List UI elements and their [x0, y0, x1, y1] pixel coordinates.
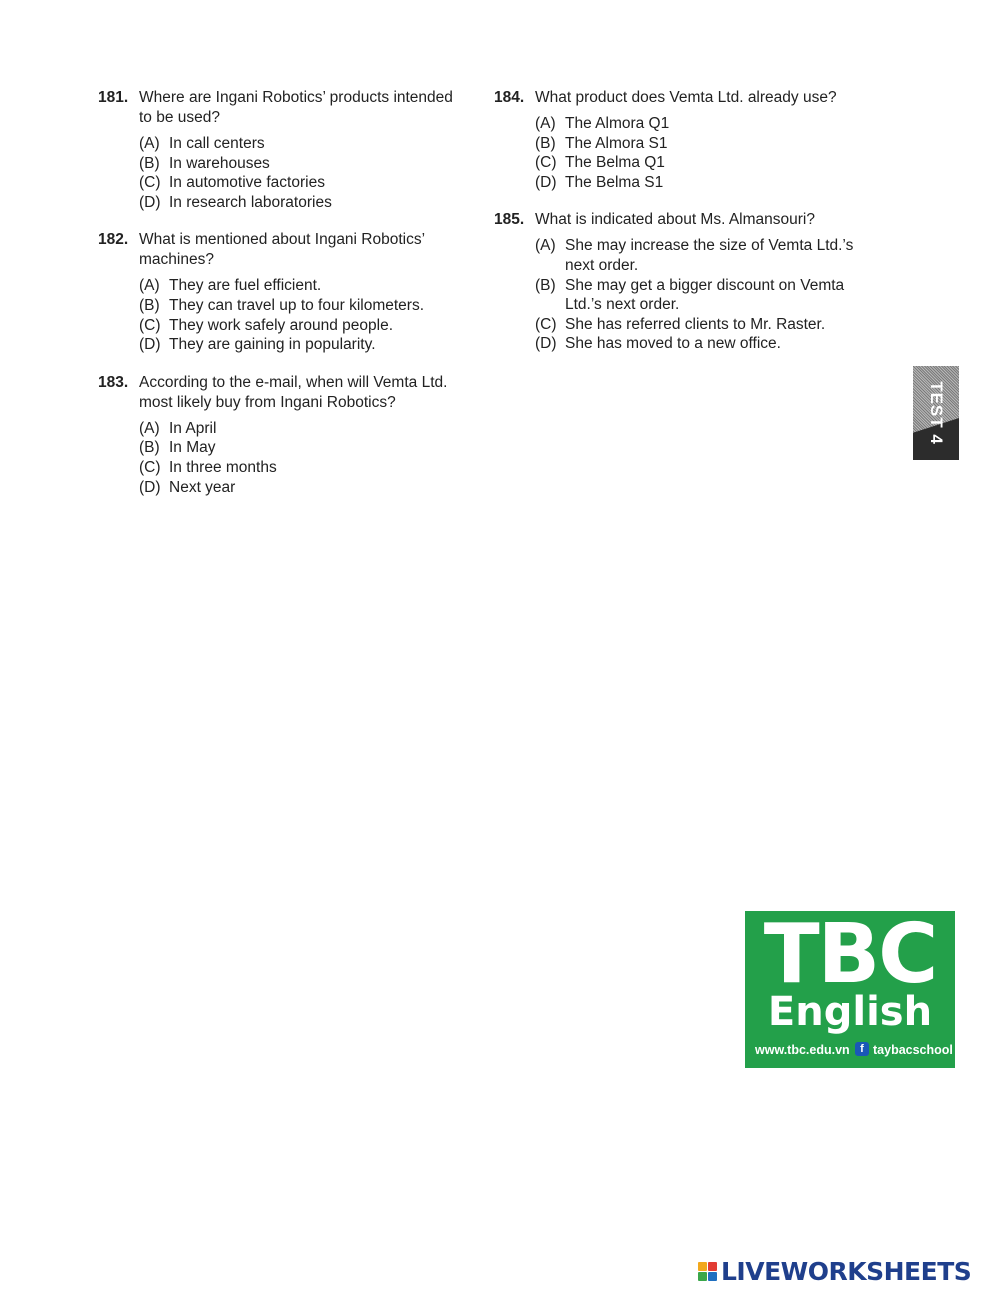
logo-facebook: taybacschool — [873, 1043, 953, 1057]
answer-option[interactable] — [139, 134, 468, 154]
option-letter: (C) — [535, 315, 557, 333]
option-letter: (C) — [139, 458, 161, 476]
question-text: Where are Ingani Robotics’ products intended to be used? — [139, 89, 453, 126]
option-text: The Almora Q1 — [565, 115, 670, 132]
option-text: She has referred clients to Mr. Raster. — [565, 315, 826, 333]
questions-column-right — [494, 88, 874, 372]
test-side-tab — [913, 366, 959, 460]
question-text: What is indicated about Ms. Almansouri? — [535, 211, 815, 229]
option-text: In April — [169, 419, 217, 437]
question-181 — [98, 88, 468, 212]
option-text: In call centers — [169, 135, 265, 152]
option-letter: (B) — [535, 134, 556, 152]
option-letter: (A) — [139, 277, 160, 295]
option-letter: (D) — [535, 335, 557, 353]
answer-option[interactable] — [535, 153, 874, 173]
option-letter: (B) — [139, 439, 160, 457]
answer-option[interactable] — [139, 335, 468, 355]
option-text: In automotive factories — [169, 174, 325, 192]
question-184 — [494, 88, 874, 192]
option-letter: (D) — [535, 173, 557, 191]
option-letter: (A) — [139, 419, 160, 437]
answer-option[interactable] — [139, 419, 468, 439]
answer-option[interactable] — [535, 276, 874, 315]
option-text: In research laboratories — [169, 193, 332, 211]
answer-option[interactable] — [139, 438, 468, 458]
answer-option[interactable] — [139, 173, 468, 193]
question-185 — [494, 210, 874, 354]
question-text: What product does Vemta Ltd. already use? — [535, 89, 837, 106]
liveworksheets-logo — [698, 1256, 971, 1286]
answer-option[interactable] — [535, 134, 874, 154]
logo-website: www.tbc.edu.vn — [755, 1043, 850, 1057]
option-text: The Belma S1 — [565, 173, 664, 191]
answer-option[interactable] — [535, 236, 874, 275]
answer-option[interactable] — [139, 276, 468, 296]
answer-option[interactable] — [535, 315, 874, 335]
answer-option[interactable] — [139, 478, 468, 498]
answer-option[interactable] — [139, 458, 468, 478]
answer-option[interactable] — [535, 173, 874, 193]
answer-option[interactable] — [139, 193, 468, 213]
tab-label: TEST 4 — [927, 381, 946, 445]
option-letter: (A) — [139, 135, 160, 152]
option-text: In warehouses — [169, 154, 270, 172]
question-text: What is mentioned about Ingani Robotics’ machines? — [139, 231, 425, 269]
question-182 — [98, 230, 468, 354]
liveworksheets-text: LIVEWORKSHEETS — [721, 1256, 972, 1286]
option-letter: (D) — [139, 193, 161, 211]
option-text: They work safely around people. — [169, 316, 394, 334]
option-letter: (C) — [139, 174, 161, 192]
option-text: In May — [169, 439, 216, 457]
facebook-icon: f — [855, 1042, 869, 1056]
option-letter: (D) — [139, 478, 161, 496]
option-text: Next year — [169, 478, 236, 496]
question-number: 183. — [98, 373, 129, 391]
option-letter: (A) — [535, 237, 556, 255]
option-letter: (C) — [535, 154, 557, 172]
option-text: She may get a bigger discount on Vemta Ltd.’s next order. — [565, 276, 845, 314]
option-letter: (D) — [139, 336, 161, 354]
questions-column-left — [98, 88, 468, 515]
option-letter: (A) — [535, 115, 556, 132]
option-text: They can travel up to four kilometers. — [169, 296, 425, 314]
option-text: She has moved to a new office. — [565, 335, 781, 353]
answer-option[interactable] — [139, 296, 468, 316]
option-letter: (B) — [139, 154, 160, 172]
option-letter: (C) — [139, 316, 161, 334]
tbc-english-logo — [745, 907, 955, 1068]
answer-option[interactable] — [535, 334, 874, 354]
option-text: The Almora S1 — [565, 134, 668, 152]
option-text: They are gaining in popularity. — [169, 336, 376, 354]
question-text: According to the e-mail, when will Vemta Ltd. most likely buy from Ingani Robotics? — [139, 373, 448, 411]
liveworksheets-icon — [698, 1262, 717, 1281]
question-number: 184. — [494, 89, 525, 106]
option-text: They are fuel efficient. — [169, 277, 322, 295]
question-number: 181. — [98, 89, 129, 106]
answer-option[interactable] — [535, 114, 874, 134]
question-number: 185. — [494, 211, 525, 229]
option-text: The Belma Q1 — [565, 154, 665, 172]
answer-option[interactable] — [139, 154, 468, 174]
option-text: In three months — [169, 458, 277, 476]
option-text: She may increase the size of Vemta Ltd.’s next order. — [565, 237, 854, 274]
logo-brand: TBC — [763, 907, 937, 1002]
question-183 — [98, 373, 468, 497]
answer-option[interactable] — [139, 316, 468, 336]
option-letter: (B) — [139, 296, 160, 314]
option-letter: (B) — [535, 276, 556, 294]
question-number: 182. — [98, 231, 129, 249]
logo-subtitle: English — [767, 989, 933, 1035]
